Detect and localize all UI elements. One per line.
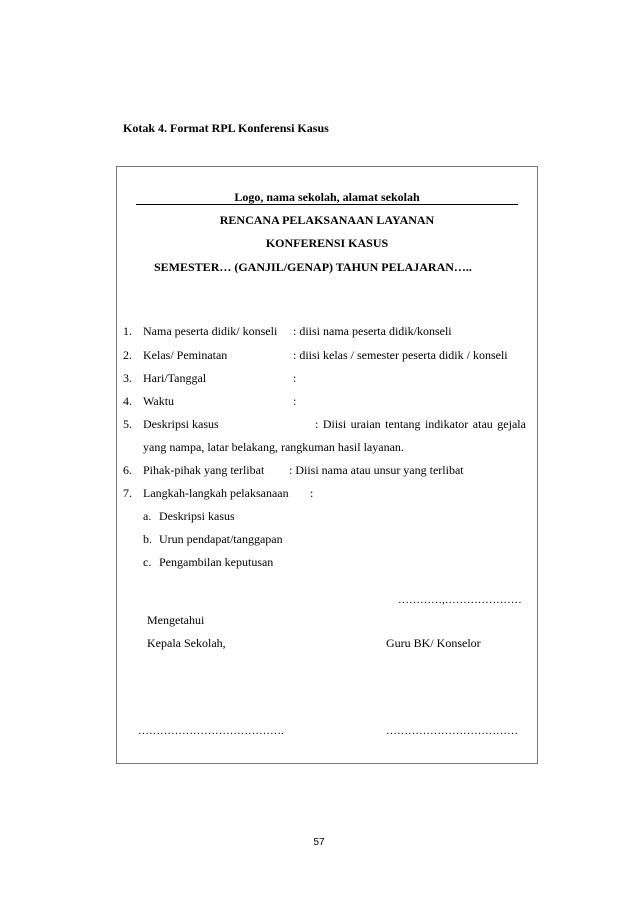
item-value: : diisi nama peserta didik/konseli	[293, 324, 452, 338]
item-number: 2.	[123, 348, 132, 362]
step-text: Deskripsi kasus	[159, 509, 235, 523]
page-number: 57	[313, 837, 325, 848]
step-item	[143, 509, 235, 524]
item-continuation: yang nampa, latar belakang, rangkuman hasil layanan.	[143, 440, 404, 454]
date-dots: …………,…………………	[398, 594, 522, 606]
header-underline	[136, 204, 518, 205]
box-caption: Kotak 4. Format RPL Konferensi Kasus	[123, 121, 329, 135]
item-label: Hari/Tanggal	[143, 371, 207, 385]
item-value: : diisi kelas / semester peserta didik / konseli	[293, 348, 508, 362]
title-rencana: RENCANA PELAKSANAAN LAYANAN	[219, 213, 435, 227]
kepala-sekolah-label: Kepala Sekolah,	[147, 636, 226, 650]
item-value: :	[310, 486, 314, 500]
item-label: Kelas/ Peminatan	[143, 348, 228, 362]
step-text: Urun pendapat/tanggapan	[159, 532, 283, 546]
step-item	[143, 532, 283, 547]
guru-bk-label: Guru BK/ Konselor	[386, 636, 481, 650]
item-number: 1.	[123, 324, 132, 338]
step-item	[143, 555, 274, 570]
item-label: Waktu	[143, 394, 175, 408]
item-value: :	[293, 394, 297, 408]
step-letter: c.	[143, 555, 152, 569]
step-text: Pengambilan keputusan	[159, 555, 274, 569]
mengetahui-label: Mengetahui	[147, 613, 205, 627]
title-konferensi: KONFERENSI KASUS	[265, 236, 389, 250]
item-label: Nama peserta didik/ konseli	[143, 324, 278, 338]
left-signature-dots: ………………………………….	[138, 725, 284, 737]
rpl-format-box	[116, 166, 538, 764]
item-number: 4.	[123, 394, 132, 408]
item-number: 3.	[123, 371, 132, 385]
title-semester: SEMESTER… (GANJIL/GENAP) TAHUN PELAJARAN…..	[154, 260, 472, 274]
right-signature-dots: ………………………………	[386, 725, 518, 737]
item-label: Langkah-langkah pelaksanaan	[143, 486, 289, 500]
item-number: 5.	[123, 417, 132, 431]
item-label: Deskripsi kasus	[143, 417, 219, 431]
item-value: :	[293, 371, 297, 385]
item-value: : Diisi nama atau unsur yang terlibat	[289, 463, 464, 477]
step-letter: b.	[143, 532, 152, 546]
item-value: : Diisi uraian tentang indikator atau gejala	[315, 417, 526, 431]
logo-school-line: Logo, nama sekolah, alamat sekolah	[234, 190, 420, 204]
item-number: 7.	[123, 486, 132, 500]
step-letter: a.	[143, 509, 152, 523]
item-number: 6.	[123, 463, 132, 477]
item-label: Pihak-pihak yang terlibat	[143, 463, 265, 477]
